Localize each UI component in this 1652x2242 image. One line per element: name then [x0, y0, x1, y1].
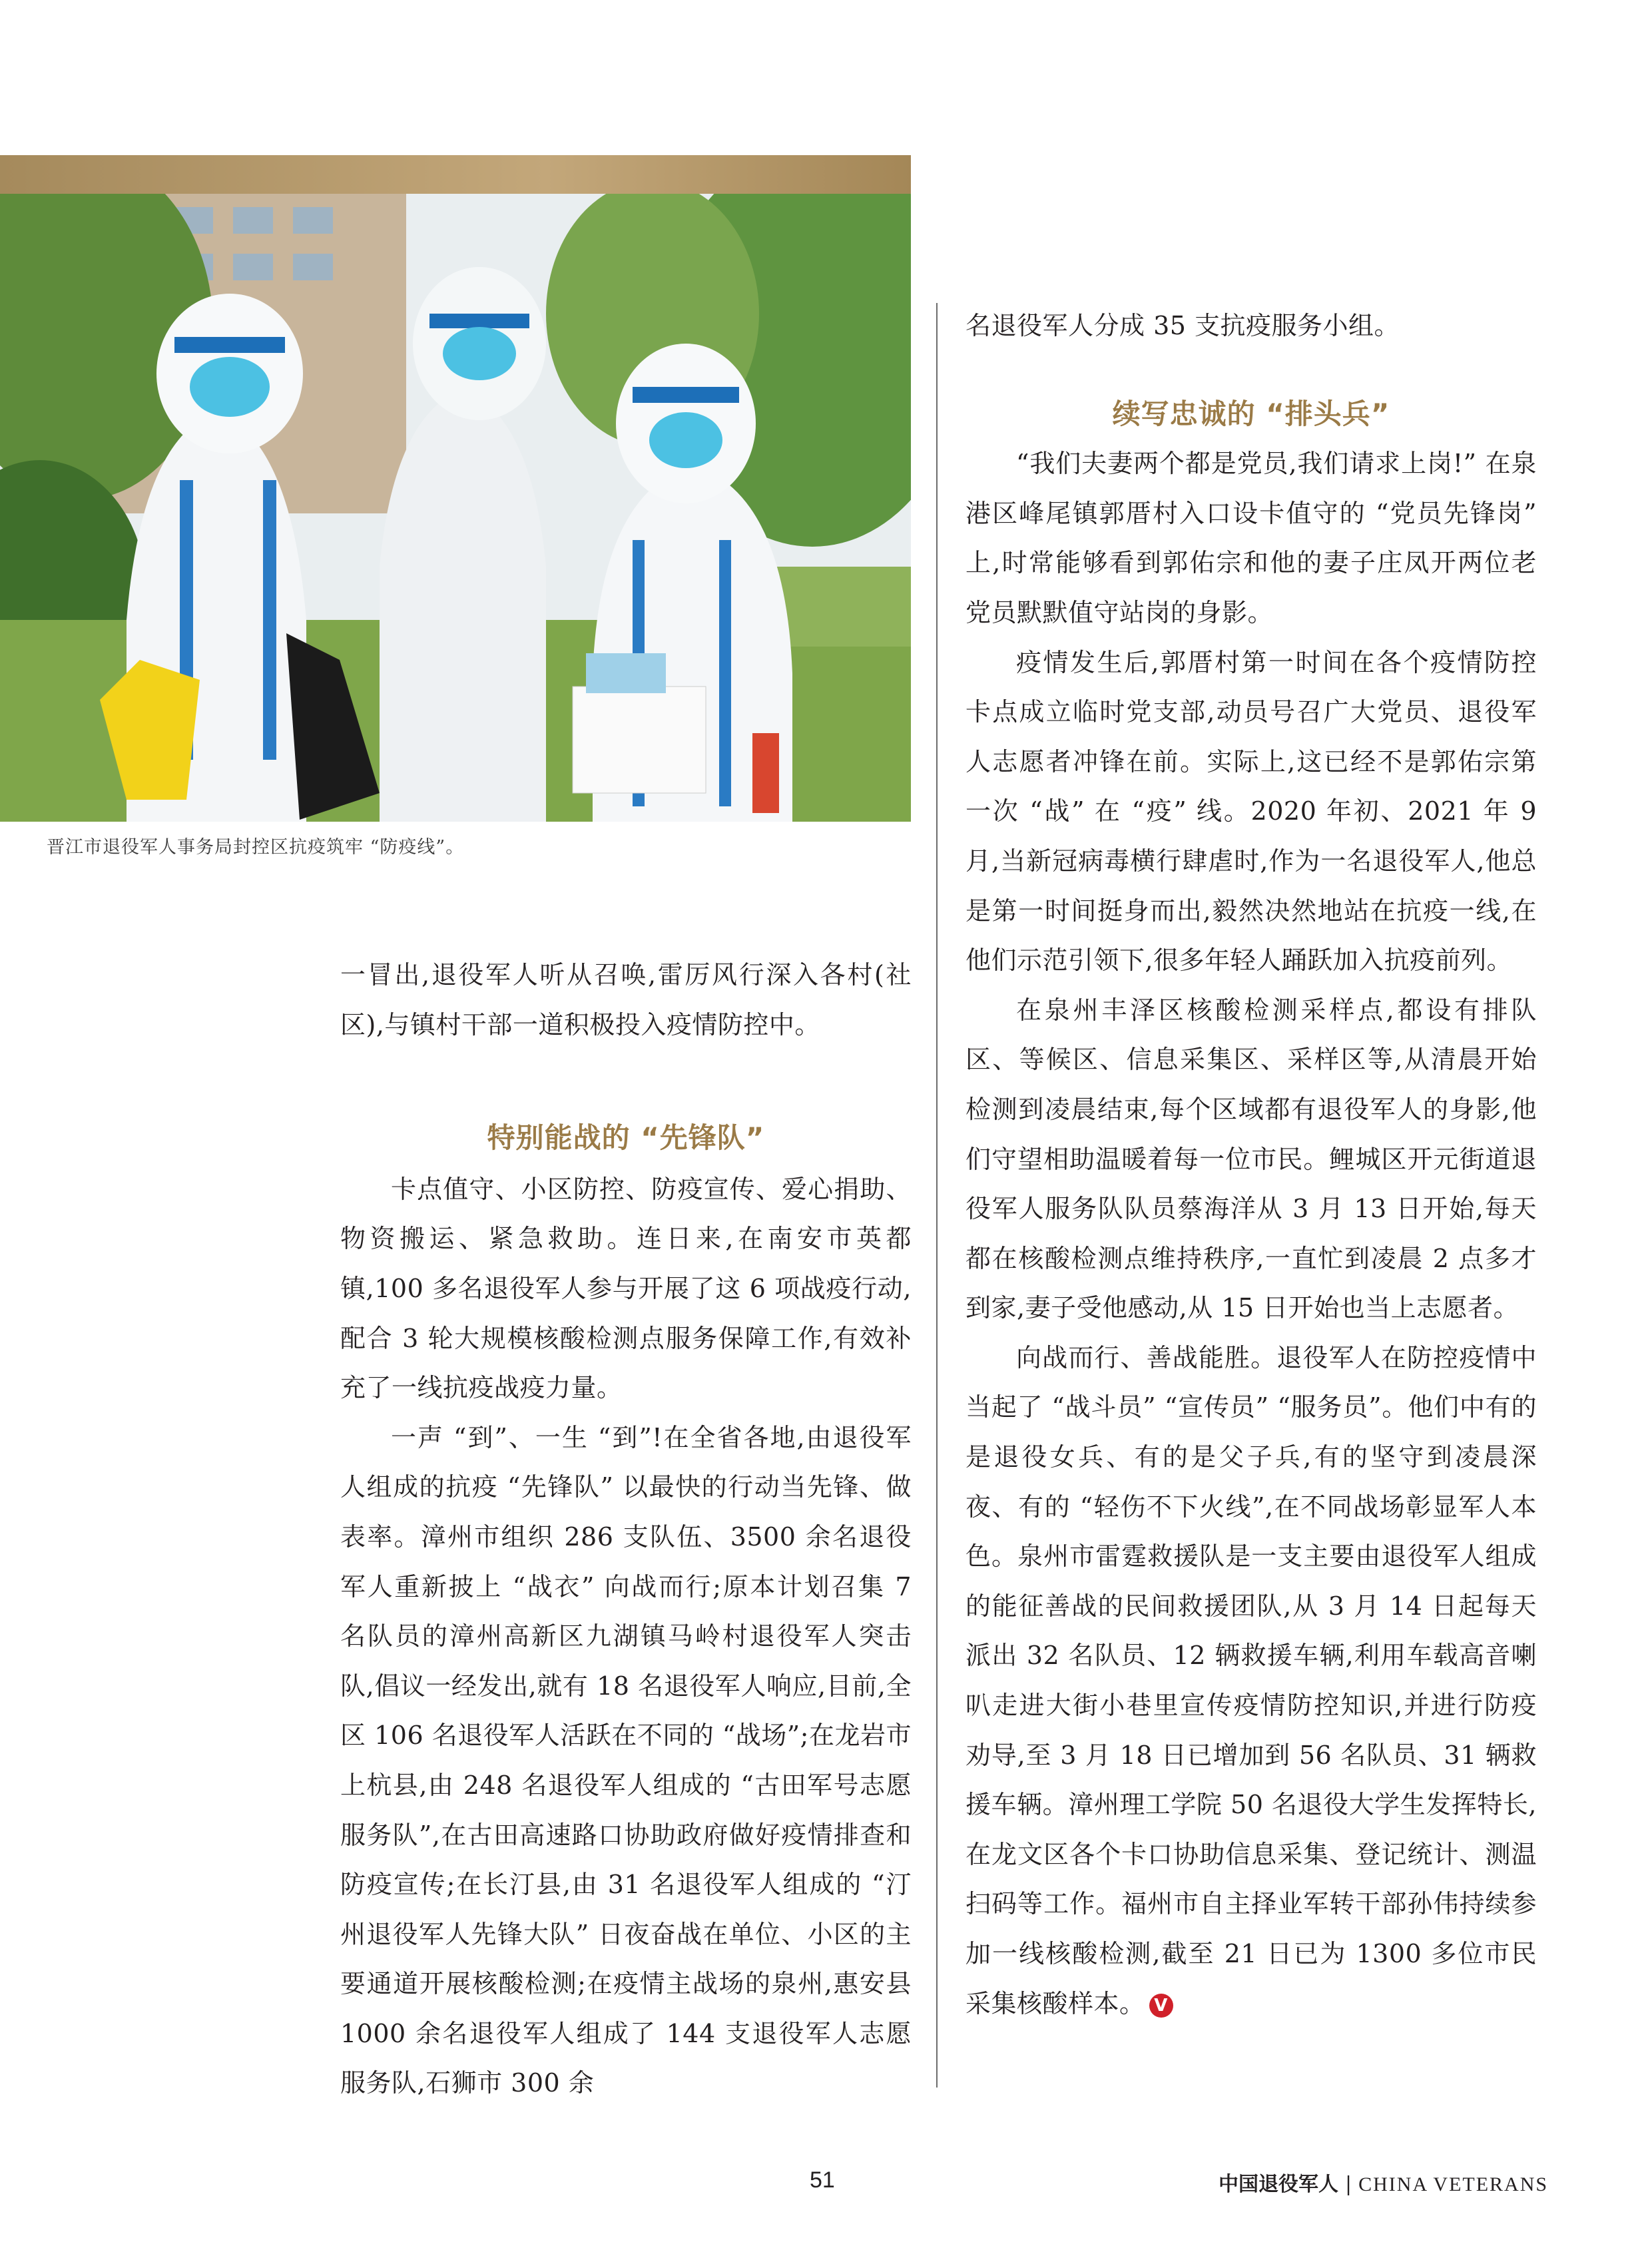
paragraph: 卡点值守、小区防控、防疫宣传、爱心捐助、物资搬运、紧急救助。连日来,在南安市英都镇,100 多名退役军人参与开展了这 6 项战疫行动,配合 3 轮大规模核酸检测点服务保障工作,有效补充了一线抗疫战疫力量。 — [340, 1174, 912, 1403]
paragraph: 一声 “到”、一生 “到”!在全省各地,由退役军人组成的抗疫 “先锋队” 以最快的行动当先锋、做表率。漳州市组织 286 支队伍、3500 余名退役军人重新披上 “战衣” 向战而行;原本计划召集 7 名队员的漳州高新区九湖镇马岭村退役军人突击队,倡议一经发出,就有 18 名退役军人响应,目前,全区 106 名退役军人活跃在不同的 “战场”;在龙岩市上杭县,由 248 名退役军人组成的 “古田军号志愿服务队”,在古田高速路口协助政府做好疫情排查和防疫宣传;在长汀县,由 31 名退役军人组成的 “汀州退役军人先锋大队” 日夜奋战在单位、小区的主要通道开展核酸检测;在疫情主战场的泉州,惠安县 1000 余名退役军人组成了 144 支退役军人志愿服务队,石狮市 300 余 — [340, 1422, 912, 2098]
magazine-name-cn: 中国退役军人 — [1219, 2173, 1338, 2196]
paragraph: 疫情发生后,郭厝村第一时间在各个疫情防控卡点成立临时党支部,动员号召广大党员、退役军人志愿者冲锋在前。实际上,这已经不是郭佑宗第一次 “战” 在 “疫” 线。2020 年初、2021 年 9 月,当新冠病毒横行肆虐时,作为一名退役军人,他总是第一时间挺身而出,毅然决然地站在抗疫一线,在他们示范引领下,很多年轻人踊跃加入抗疫前列。 — [965, 647, 1537, 976]
decorative-gold-bar — [0, 155, 911, 194]
footer-separator: | — [1345, 2173, 1352, 2196]
section-heading-frontline: 续写忠诚的 “排头兵” — [1112, 397, 1390, 430]
magazine-footer — [1219, 2167, 1548, 2197]
paragraph-final — [965, 1333, 1537, 2028]
left-column — [340, 950, 912, 2108]
left-continued-paragraph: 一冒出,退役军人听从召唤,雷厉风行深入各村(社区),与镇村干部一道积极投入疫情防控中。 — [340, 960, 912, 1039]
article-photo — [0, 194, 911, 822]
paragraph: “我们夫妻两个都是党员,我们请求上岗!” 在泉港区峰尾镇郭厝村入口设卡值守的 “党员先锋岗” 上,时常能够看到郭佑宗和他的妻子庄凤开两位老党员默默值守站岗的身影。 — [965, 449, 1537, 627]
article-end-icon: V — [1149, 1994, 1173, 2018]
magazine-name-en: CHINA VETERANS — [1358, 2173, 1549, 2195]
right-column — [965, 301, 1537, 2028]
section-heading-vanguard: 特别能战的 “先锋队” — [487, 1121, 765, 1155]
paragraph: 在泉州丰泽区核酸检测采样点,都设有排队区、等候区、信息采集区、采样区等,从清晨开始检测到凌晨结束,每个区域都有退役军人的身影,他们守望相助温暖着每一位市民。鲤城区开元街道退役军人服务队队员蔡海洋从 3 月 13 日开始,每天都在核酸检测点维持秩序,一直忙到凌晨 2 点多才到家,妻子受他感动,从 15 日开始也当上志愿者。 — [965, 995, 1537, 1323]
page-number: 51 — [810, 2167, 835, 2193]
column-divider — [936, 303, 938, 2088]
paragraph-text: 向战而行、善战能胜。退役军人在防控疫情中当起了 “战斗员” “宣传员” “服务员”。他们中有的是退役女兵、有的是父子兵,有的坚守到凌晨深夜、有的 “轻伤不下火线”,在不同战场彰显军人本色。泉州市雷霆救援队是一支主要由退役军人组成的能征善战的民间救援团队,从 3 月 14 日起每天派出 32 名队员、12 辆救援车辆,利用车载高音喇叭走进大街小巷里宣传疫情防控知识,并进行防疫劝导,至 3 月 18 日已增加到 56 名队员、31 辆救援车辆。漳州理工学院 50 名退役大学生发挥特长,在龙文区各个卡口协助信息采集、登记统计、测温扫码等工作。福州市自主择业军转干部孙伟持续参加一线核酸检测,截至 21 日已为 1300 多位市民采集核酸样本。 — [965, 1342, 1537, 2018]
right-continued-paragraph: 名退役军人分成 35 支抗疫服务小组。 — [965, 311, 1400, 340]
photo-caption: 晋江市退役军人事务局封控区抗疫筑牢 “防疫线”。 — [47, 837, 465, 858]
